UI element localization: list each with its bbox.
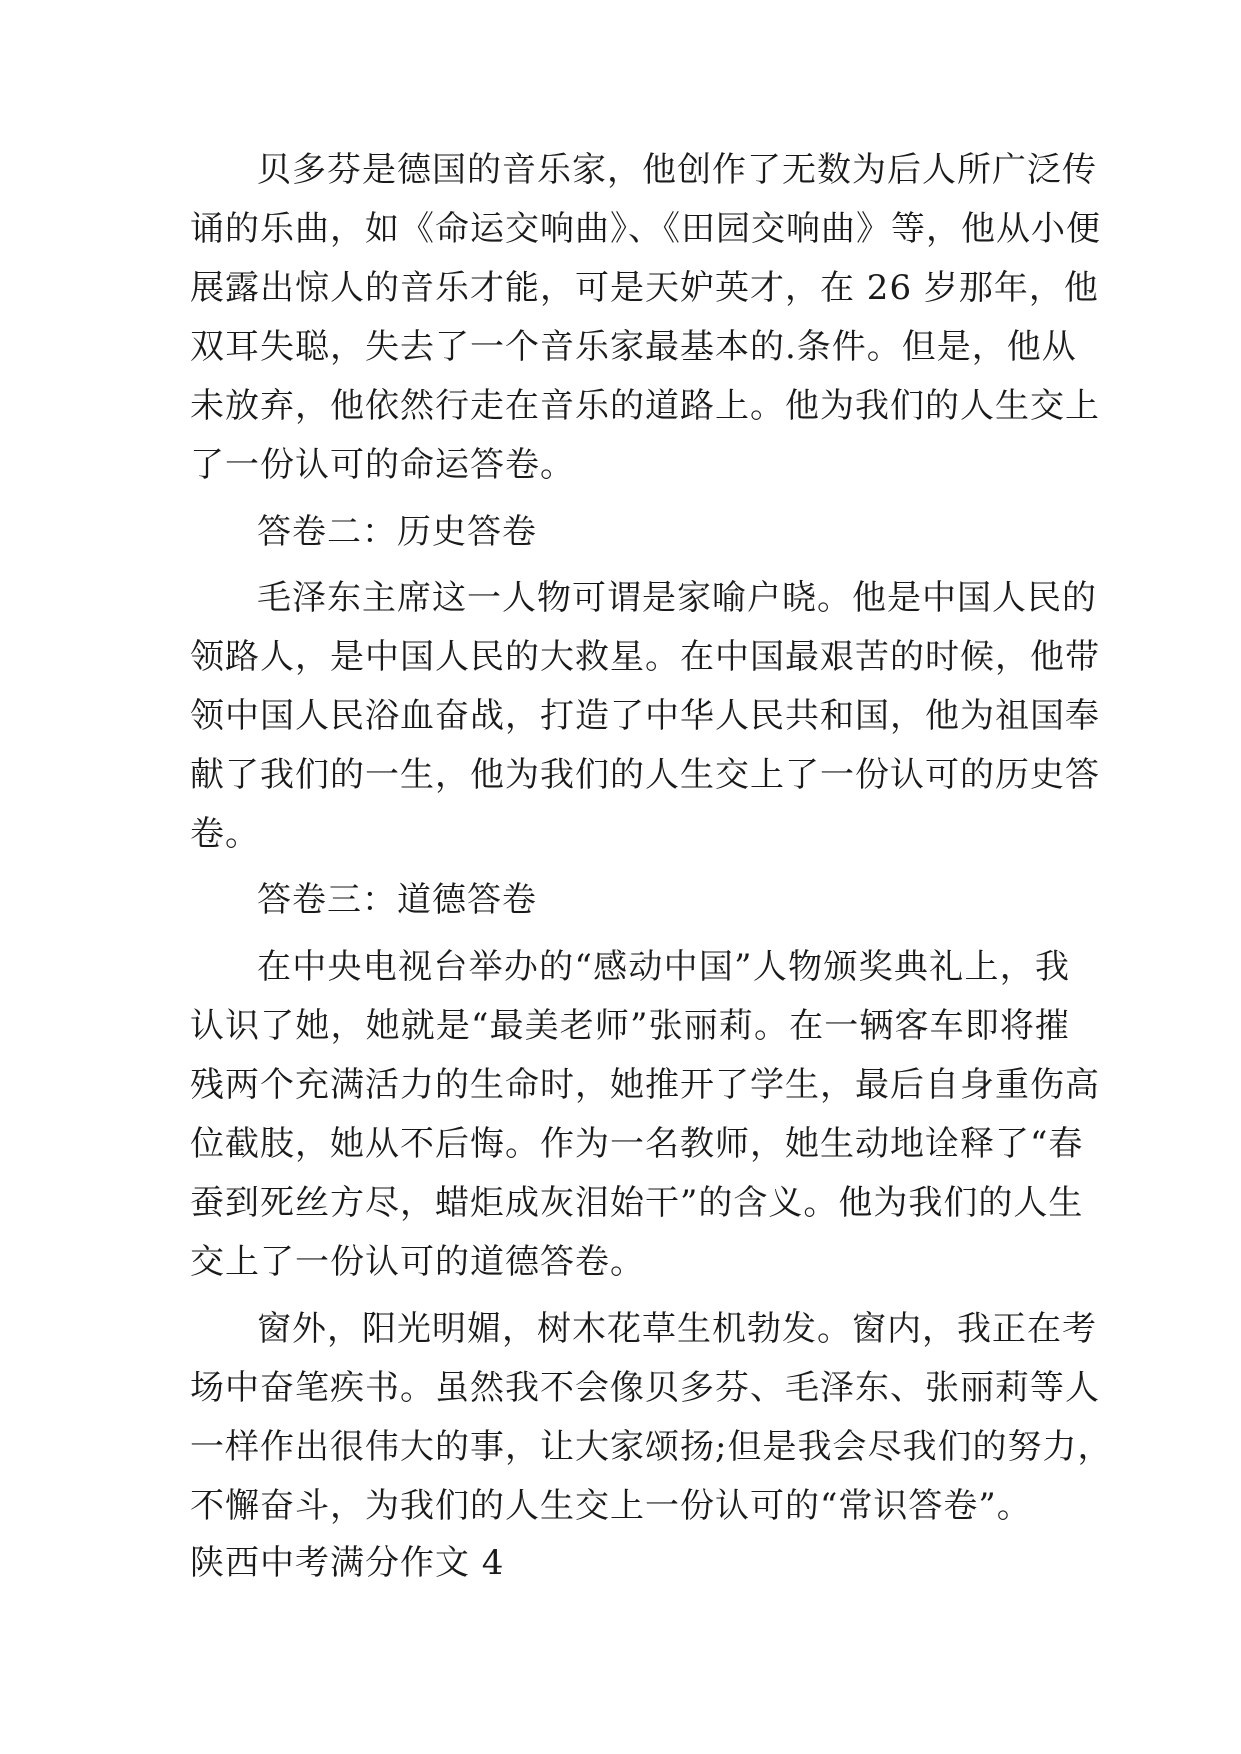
paragraph-line: 认识了她，她就是“最美老师”张丽莉。在一辆客车即将摧 (190, 1006, 1070, 1046)
paragraph-line: 在中央电视台举办的“感动中国”人物颁奖典礼上，我 (257, 947, 1070, 987)
paragraph-line: 交上了一份认可的道德答卷。 (190, 1242, 645, 1282)
paragraph-line: 不懈奋斗，为我们的人生交上一份认可的“常识答卷”。 (190, 1486, 1032, 1526)
paragraph-line: 贝多芬是德国的音乐家，他创作了无数为后人所广泛传 (257, 150, 1097, 190)
paragraph-line: 双耳失聪，失去了一个音乐家最基本的.条件。但是，他从 (190, 327, 1077, 367)
paragraph-line: 一样作出很伟大的事，让大家颂扬;但是我会尽我们的努力， (190, 1427, 1113, 1467)
paragraph-line: 残两个充满活力的生命时，她推开了学生，最后自身重伤高 (190, 1065, 1100, 1105)
paragraph-line: 未放弃，他依然行走在音乐的道路上。他为我们的人生交上 (190, 386, 1100, 426)
essay-title: 陕西中考满分作文 4 (190, 1543, 505, 1583)
paragraph-line: 位截肢，她从不后悔。作为一名教师，她生动地诠释了“春 (190, 1124, 1084, 1164)
paragraph-line: 场中奋笔疾书。虽然我不会像贝多芬、毛泽东、张丽莉等人 (190, 1368, 1100, 1408)
paragraph-line: 展露出惊人的音乐才能，可是天妒英才，在 26 岁那年，他 (190, 268, 1099, 308)
paragraph-line: 诵的乐曲，如《命运交响曲》、《田园交响曲》等，他从小便 (190, 209, 1101, 249)
paragraph-line: 蚕到死丝方尽，蜡炬成灰泪始干”的含义。他为我们的人生 (190, 1183, 1084, 1223)
section-heading: 答卷二：历史答卷 (257, 512, 537, 552)
paragraph-line: 毛泽东主席这一人物可谓是家喻户晓。他是中国人民的 (257, 578, 1097, 618)
paragraph-line: 窗外，阳光明媚，树木花草生机勃发。窗内，我正在考 (257, 1309, 1097, 1349)
section-heading: 答卷三：道德答卷 (257, 880, 537, 920)
paragraph-line: 领中国人民浴血奋战，打造了中华人民共和国，他为祖国奉 (190, 696, 1100, 736)
paragraph-line: 卷。 (190, 814, 260, 854)
paragraph-line: 领路人，是中国人民的大救星。在中国最艰苦的时候，他带 (190, 637, 1100, 677)
paragraph-line: 了一份认可的命运答卷。 (190, 445, 575, 485)
paragraph-line: 献了我们的一生，他为我们的人生交上了一份认可的历史答 (190, 755, 1100, 795)
